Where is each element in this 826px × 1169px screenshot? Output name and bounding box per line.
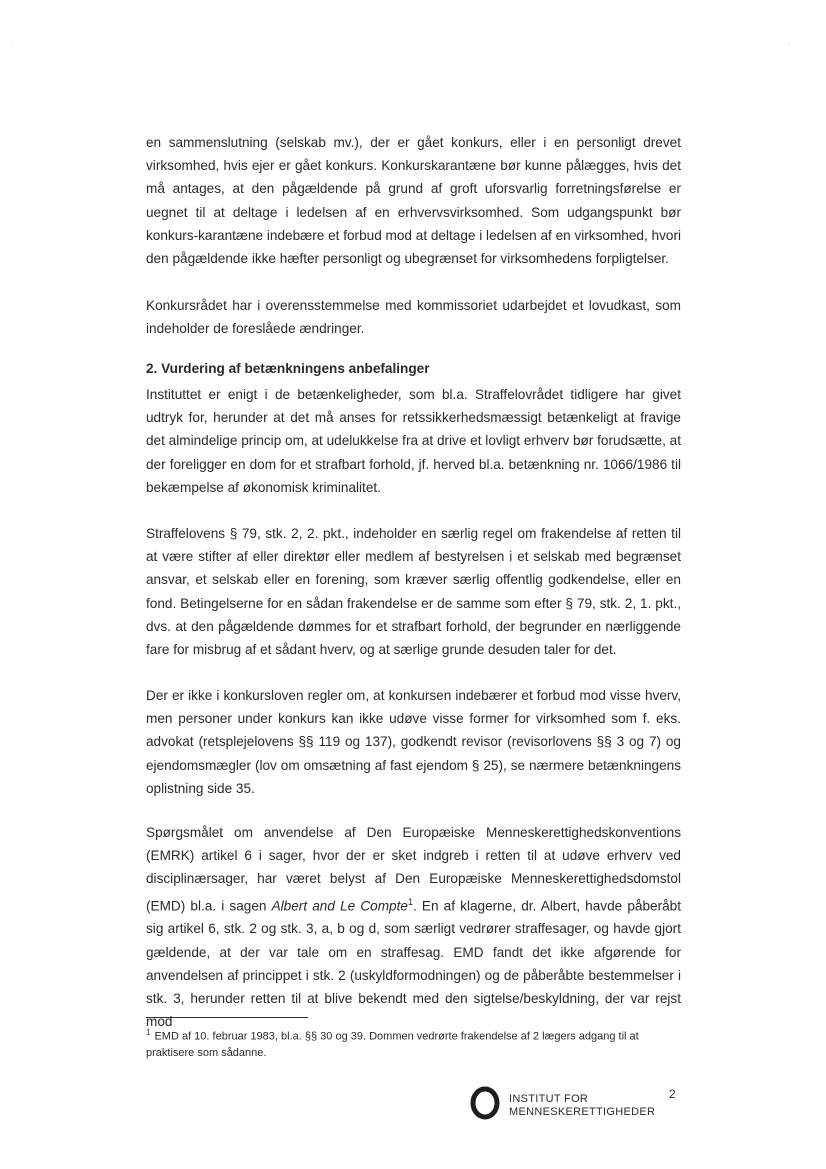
paragraph-6-after: . En af klagerne, dr. Albert, havde påberåbt sig artikel 6, stk. 2 og stk. 3, a, b og d, som særligt vedrører straffesager, og havde gjort gældende, at der var tale om en straffesag. EMD fandt det ikke afgørende for anvendelsen af princippet i stk. 2 (uskyldformodningen) og de påberåbte bestemmelser i stk. 3, herunder retten til at blive bekendt med den sigtelse/beskyldning, der var rejst mod bbox=[146, 898, 681, 1030]
paragraph-5 bbox=[146, 684, 681, 800]
scan-speck: · bbox=[788, 40, 791, 49]
paragraph-2 bbox=[146, 294, 681, 340]
footnote-divider bbox=[146, 1017, 308, 1018]
paragraph-6 bbox=[146, 821, 681, 1033]
institute-name-line-2: MENNESKERETTIGHEDER bbox=[509, 1106, 656, 1118]
case-name: Albert and Le Compte bbox=[271, 898, 408, 914]
paragraph-6-text bbox=[146, 821, 681, 1033]
section-heading: 2. Vurdering af betænkningens anbefalinger bbox=[146, 361, 430, 376]
footnote-reference[interactable]: 1 bbox=[407, 896, 413, 907]
institute-name bbox=[509, 1093, 655, 1119]
institute-logo-icon bbox=[470, 1085, 500, 1121]
paragraph-1 bbox=[146, 131, 681, 270]
footnote-number: 1 bbox=[146, 1028, 151, 1037]
paragraph-3-text: Instituttet er enigt i de betænkeligheder, som bl.a. Straffelovrådet tidligere har givet udtryk for, herunder at det må anses for retssikkerhedsmæssigt betænkeligt at fravige det almindelige princip om, at udelukkelse fra at drive et lovligt erhverv bør forudsætte, at der foreligger en dom for et strafbart forhold, jf. herved bl.a. betænkning nr. 1066/1986 til bekæmpelse af økonomisk kriminalitet. bbox=[146, 387, 681, 495]
paragraph-5-text: Der er ikke i konkursloven regler om, at konkursen indebærer et forbud mod visse hverv, men personer under konkurs kan ikke udøve visse former for virksomhed som f. eks. advokat (retsplejelovens §§ 119 og 137), godkendt revisor (revisorlovens §§ 3 og 7) og ejendomsmægler (lov om omsætning af fast ejendom § 25), se nærmere betænkningens oplistning side 35. bbox=[146, 688, 681, 796]
scan-speck: · bbox=[10, 38, 13, 47]
paragraph-6-before: Spørgsmålet om anvendelse af Den Europæiske Menneskerettighedskonventions (EMRK) artikel 6 i sager, hvor der er sket indgreb i retten til at udøve erhverv ved disciplinærsager, har været belyst af Den Europæiske Menneskerettighedsdomstol (EMD) bl.a. i sagen bbox=[146, 825, 681, 914]
footnote-text: EMD af 10. februar 1983, bl.a. §§ 30 og 39. Dommen vedrørte frakendelse af 2 lægers adgang til at praktisere som sådanne. bbox=[146, 1030, 639, 1059]
paragraph-4 bbox=[146, 522, 681, 661]
paragraph-4-text: Straffelovens § 79, stk. 2, 2. pkt., indeholder en særlig regel om frakendelse af retten til at være stifter af eller direktør eller medlem af bestyrelsen i et selskab med begrænset ansvar, et selskab eller en forening, som kræver særlig offentlig godkendelse, eller en fond. Betingelserne for en sådan frakendelse er de samme som efter § 79, stk. 2, 1. pkt., dvs. at den pågældende dømmes for et strafbart forhold, der begrunder en nærliggende fare for misbrug af et sådant hverv, og at særlige grunde desuden taler for det. bbox=[146, 526, 681, 658]
paragraph-3 bbox=[146, 383, 681, 499]
institute-name-line-1: INSTITUT FOR bbox=[509, 1093, 589, 1105]
paragraph-1-text: en sammenslutning (selskab mv.), der er gået konkurs, eller i en personligt drevet virksomhed, hvis ejer er gået konkurs. Konkurskarantæne bør kunne pålægges, hvis det må antages, at den pågældende på grund af groft uforsvarlig forretningsførelse er uegnet til at deltage i ledelsen af en erhvervsvirksomhed. Som udgangspunkt bør konkurs-karantæne indebære et forbud mod at deltage i ledelsen af en virksomhed, hvori den pågældende ikke hæfter personligt og ubegrænset for virksomhedens forpligtelser. bbox=[146, 135, 681, 267]
paragraph-2-text: Konkursrådet har i overensstemmelse med kommissoriet udarbejdet et lovudkast, som indeholder de foreslåede ændringer. bbox=[146, 298, 681, 337]
page-number: 2 bbox=[669, 1087, 676, 1101]
footnote bbox=[146, 1025, 686, 1061]
